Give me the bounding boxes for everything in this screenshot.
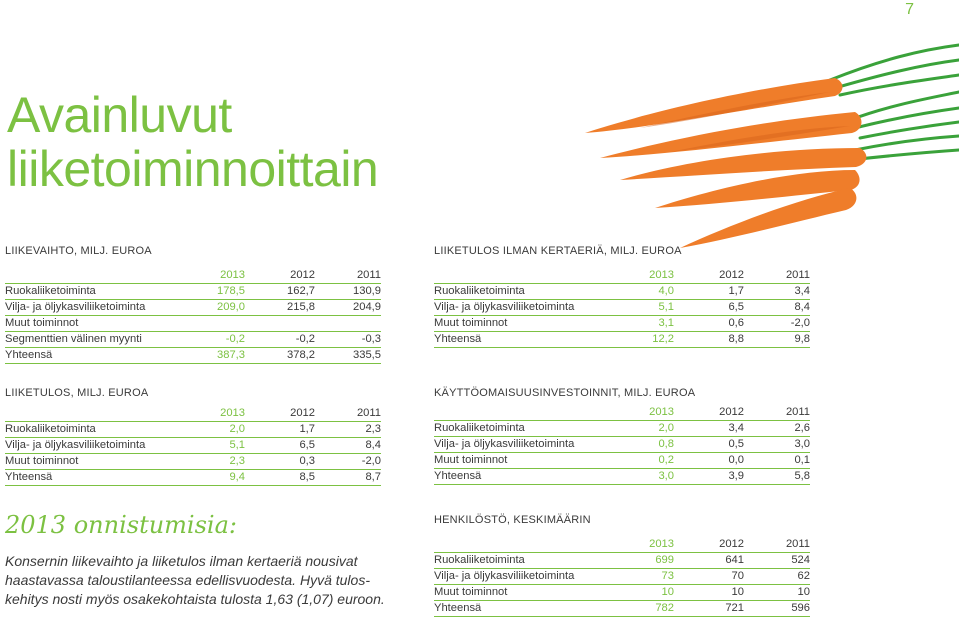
row-label: Ruokaliiketoiminta: [434, 553, 604, 569]
table-row: [5, 422, 381, 438]
cell-2011: 8,4: [744, 300, 810, 316]
table-row: [434, 569, 810, 585]
cell-2011: 3,4: [744, 284, 810, 300]
table-total-row: [434, 332, 810, 348]
row-label: Vilja- ja öljykasviliiketoiminta: [434, 300, 604, 316]
cell-2012: 378,2: [245, 348, 315, 364]
table-header-row: [434, 268, 810, 284]
table-row: [434, 284, 810, 300]
row-label: Muut toiminnot: [5, 454, 175, 470]
cell-2012: 3,4: [674, 421, 744, 437]
cell-2013: 0,2: [604, 453, 674, 469]
table-header-row: [434, 405, 810, 421]
year-2011-header: 2011: [315, 406, 381, 422]
cell-2012: 0,5: [674, 437, 744, 453]
year-2013-header: 2013: [604, 268, 674, 284]
row-label: Muut toiminnot: [5, 316, 175, 332]
table-row: [5, 332, 381, 348]
table-total-row: [5, 348, 381, 364]
revenue-table: [5, 268, 381, 364]
cell-2012: 641: [674, 553, 744, 569]
cell-2012: 0,3: [245, 454, 315, 470]
row-label: Vilja- ja öljykasviliiketoiminta: [5, 438, 175, 454]
row-label: Muut toiminnot: [434, 316, 604, 332]
cell-2013: 5,1: [175, 438, 245, 454]
operating-profit-excl-block: [434, 244, 810, 348]
table-row: [5, 438, 381, 454]
cell-2012: 1,7: [674, 284, 744, 300]
page-number: 7: [905, 1, 914, 18]
carrots-illustration: [580, 30, 959, 260]
row-label: Muut toiminnot: [434, 585, 604, 601]
cell-2011: [315, 316, 381, 332]
cell-2011: 10: [744, 585, 810, 601]
cell-2012: 1,7: [245, 422, 315, 438]
year-2013-header: 2013: [604, 405, 674, 421]
cell-2012: 0,6: [674, 316, 744, 332]
table-header-row: [5, 268, 381, 284]
cell-2012: 10: [674, 585, 744, 601]
cell-2012: 721: [674, 601, 744, 617]
table-row: [434, 421, 810, 437]
operating-profit-title: LIIKETULOS, MILJ. EUROA: [5, 387, 149, 399]
row-label: Segmenttien välinen myynti: [5, 332, 175, 348]
row-label: Yhteensä: [434, 469, 604, 485]
table-row: [434, 437, 810, 453]
cell-2013: 178,5: [175, 284, 245, 300]
year-2013-header: 2013: [175, 406, 245, 422]
year-2012-header: 2012: [674, 405, 744, 421]
revenue-table-title: LIIKEVAIHTO, MILJ. EUROA: [5, 245, 152, 257]
success-line-3: kehitys nosti myös osakekohtaista tulosta 1,63 (1,07) euroon.: [5, 591, 385, 607]
cell-2013: 699: [604, 553, 674, 569]
year-2012-header: 2012: [674, 537, 744, 553]
year-2013-header: 2013: [175, 268, 245, 284]
cell-2012: [245, 316, 315, 332]
capex-table: [434, 405, 810, 485]
success-line-1: Konsernin liikevaihto ja liiketulos ilman kertaeriä nousivat: [5, 553, 358, 569]
row-label: Yhteensä: [5, 470, 175, 486]
cell-2012: 8,5: [245, 470, 315, 486]
cell-2011: 8,7: [315, 470, 381, 486]
row-label: Yhteensä: [434, 332, 604, 348]
cell-2013: 209,0: [175, 300, 245, 316]
row-label: Yhteensä: [434, 601, 604, 617]
operating-profit-excl-title: LIIKETULOS ILMAN KERTAERIÄ, MILJ. EUROA: [434, 245, 682, 257]
year-2012-header: 2012: [674, 268, 744, 284]
title-line-2: liiketoiminnoittain: [7, 141, 379, 197]
success-title: 2013 onnistumisia:: [5, 511, 237, 539]
cell-2013: 12,2: [604, 332, 674, 348]
table-row: [434, 553, 810, 569]
table-header-row: [5, 406, 381, 422]
success-section: [5, 510, 405, 609]
operating-profit-table: [5, 406, 381, 486]
year-2011-header: 2011: [315, 268, 381, 284]
table-total-row: [5, 470, 381, 486]
row-label: Muut toiminnot: [434, 453, 604, 469]
cell-2011: -0,3: [315, 332, 381, 348]
year-2011-header: 2011: [744, 268, 810, 284]
table-total-row: [434, 601, 810, 617]
cell-2011: -2,0: [744, 316, 810, 332]
table-header-row: [434, 537, 810, 553]
table-row: [434, 300, 810, 316]
cell-2013: 387,3: [175, 348, 245, 364]
cell-2011: 130,9: [315, 284, 381, 300]
cell-2013: 2,3: [175, 454, 245, 470]
cell-2013: [175, 316, 245, 332]
cell-2011: 3,0: [744, 437, 810, 453]
cell-2012: 6,5: [245, 438, 315, 454]
cell-2013: 4,0: [604, 284, 674, 300]
operating-profit-excl-table: [434, 268, 810, 348]
personnel-block: [434, 513, 810, 617]
capex-block: [434, 386, 810, 485]
table-row: [5, 316, 381, 332]
cell-2012: -0,2: [245, 332, 315, 348]
table-row: [434, 585, 810, 601]
success-line-2: haastavassa taloustilanteessa edellisvuodesta. Hyvä tulos-: [5, 572, 370, 588]
year-2011-header: 2011: [744, 537, 810, 553]
cell-2011: 2,3: [315, 422, 381, 438]
cell-2013: 5,1: [604, 300, 674, 316]
cell-2012: 6,5: [674, 300, 744, 316]
cell-2012: 162,7: [245, 284, 315, 300]
cell-2011: 5,8: [744, 469, 810, 485]
cell-2011: 2,6: [744, 421, 810, 437]
cell-2013: 3,1: [604, 316, 674, 332]
cell-2011: 335,5: [315, 348, 381, 364]
cell-2012: 215,8: [245, 300, 315, 316]
cell-2013: 2,0: [175, 422, 245, 438]
year-2013-header: 2013: [604, 537, 674, 553]
personnel-title: HENKILÖSTÖ, KESKIMÄÄRIN: [434, 514, 591, 526]
capex-title: KÄYTTÖOMAISUUSINVESTOINNIT, MILJ. EUROA: [434, 387, 696, 399]
table-row: [5, 284, 381, 300]
year-2011-header: 2011: [744, 405, 810, 421]
year-2012-header: 2012: [245, 406, 315, 422]
cell-2012: 0,0: [674, 453, 744, 469]
cell-2011: 62: [744, 569, 810, 585]
page-title: [7, 88, 378, 196]
row-label: Ruokaliiketoiminta: [434, 421, 604, 437]
revenue-table-block: [5, 244, 381, 364]
table-row: [434, 316, 810, 332]
title-line-1: Avainluvut: [7, 87, 232, 143]
row-label: Vilja- ja öljykasviliiketoiminta: [434, 437, 604, 453]
cell-2013: 2,0: [604, 421, 674, 437]
cell-2013: 3,0: [604, 469, 674, 485]
cell-2011: 8,4: [315, 438, 381, 454]
cell-2012: 8,8: [674, 332, 744, 348]
cell-2011: 0,1: [744, 453, 810, 469]
row-label: Vilja- ja öljykasviliiketoiminta: [434, 569, 604, 585]
cell-2011: 596: [744, 601, 810, 617]
row-label: Yhteensä: [5, 348, 175, 364]
cell-2013: 782: [604, 601, 674, 617]
success-text: [5, 552, 405, 609]
operating-profit-block: [5, 386, 381, 486]
table-total-row: [434, 469, 810, 485]
cell-2013: 10: [604, 585, 674, 601]
cell-2013: 0,8: [604, 437, 674, 453]
table-row: [5, 300, 381, 316]
row-label: Vilja- ja öljykasviliiketoiminta: [5, 300, 175, 316]
table-row: [434, 453, 810, 469]
row-label: Ruokaliiketoiminta: [434, 284, 604, 300]
cell-2013: 9,4: [175, 470, 245, 486]
cell-2012: 3,9: [674, 469, 744, 485]
cell-2011: 524: [744, 553, 810, 569]
row-label: Ruokaliiketoiminta: [5, 284, 175, 300]
table-row: [5, 454, 381, 470]
cell-2011: -2,0: [315, 454, 381, 470]
cell-2012: 70: [674, 569, 744, 585]
cell-2011: 9,8: [744, 332, 810, 348]
cell-2013: -0,2: [175, 332, 245, 348]
personnel-table: [434, 537, 810, 617]
cell-2013: 73: [604, 569, 674, 585]
row-label: Ruokaliiketoiminta: [5, 422, 175, 438]
year-2012-header: 2012: [245, 268, 315, 284]
cell-2011: 204,9: [315, 300, 381, 316]
